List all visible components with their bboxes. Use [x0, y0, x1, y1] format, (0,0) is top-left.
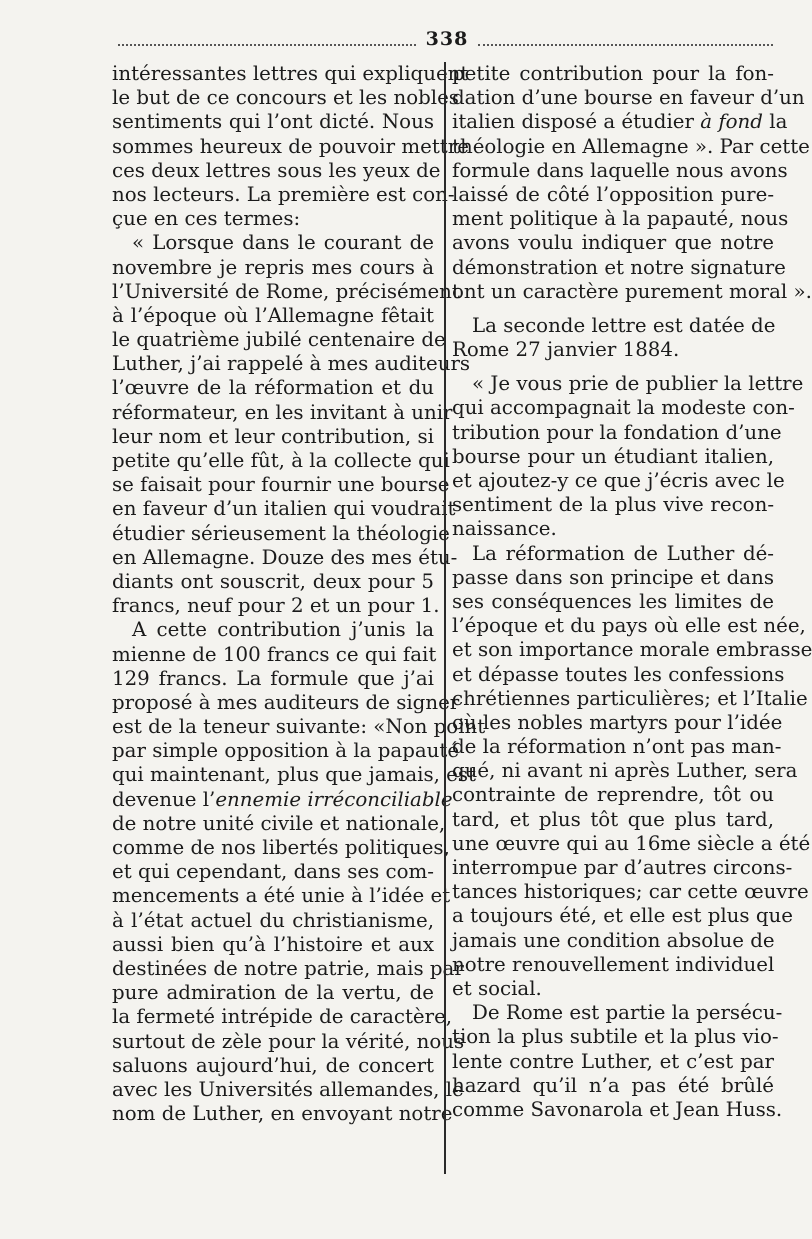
text-line [112, 933, 434, 957]
line-text: à l’époque où l’Allemagne fêtait [112, 303, 434, 327]
text-line [112, 981, 434, 1005]
line-text: notre renouvellement individuel [452, 952, 775, 976]
line-text: sommes heureux de pouvoir mettre [112, 134, 469, 158]
line-text: le but de ce concours et les nobles [112, 86, 459, 110]
line-text: comme Savonarola et Jean Huss. [452, 1097, 783, 1121]
line-text: l’époque et du pays où elle est née, [452, 614, 806, 638]
line-text: tard, et plus tôt que plus tard, [452, 807, 774, 831]
text-line [452, 62, 774, 86]
text-line [452, 735, 782, 759]
line-text: pure admiration de la vertu, de [112, 981, 434, 1005]
line-text: le quatrième jubilé centenaire de [112, 328, 446, 352]
text-line [452, 517, 774, 541]
left-column [112, 62, 486, 1126]
line-text: Luther, j’ai rappelé à mes auditeurs [112, 352, 471, 376]
page-number: 338 [425, 28, 469, 50]
line-text: surtout de zèle pour la vérité, nous [112, 1029, 465, 1053]
line-text: et son importance morale embrasse [452, 638, 812, 662]
line-text: De Rome est partie la persécu- [472, 1001, 783, 1025]
line-text: « Lorsque dans le courant de [132, 231, 434, 255]
text-line [452, 904, 793, 928]
line-text: théologie en Allemagne ». Par cette [452, 134, 810, 158]
text-line [112, 667, 434, 691]
line-text: ses conséquences les limites de [452, 589, 774, 613]
text-line [452, 808, 774, 832]
text-line [452, 279, 812, 304]
line-text: a toujours été, et elle est plus que [452, 904, 793, 928]
line-text: çue en ces termes: [112, 207, 301, 231]
text-line [112, 400, 453, 425]
page-header [118, 28, 773, 56]
line-text: sentiment de la plus vive recon- [452, 493, 774, 517]
line-text: la fermeté intrépide de caractère, [112, 1005, 453, 1029]
text-line [112, 570, 434, 594]
text-line [112, 787, 453, 812]
line-text: est de la teneur suivante: «Non point [112, 715, 486, 739]
text-line [112, 497, 456, 521]
text-line [112, 763, 476, 787]
line-text: mencements a été unie à l’idée et [112, 884, 451, 908]
text-line [112, 449, 450, 473]
text-line [452, 445, 774, 469]
text-line [452, 420, 782, 445]
line-text: dation d’une bourse en faveur d’un [452, 86, 805, 110]
line-text: tion la plus subtile et la plus vio- [452, 1025, 779, 1049]
line-text: de la réformation n’ont pas man- [452, 735, 782, 759]
line-text: « Je vous prie de publier la lettre [472, 372, 804, 396]
line-text: proposé à mes auditeurs de signer [112, 690, 460, 714]
line-text: leur nom et leur contribution, si [112, 424, 434, 448]
line-text: nom de Luther, en envoyant notre [112, 1102, 453, 1126]
line-text: qui accompagnait la modeste con- [452, 396, 795, 420]
text-line [112, 473, 450, 497]
line-text: tribution pour la fondation d’une [452, 420, 782, 444]
text-line [452, 929, 774, 953]
text-line [112, 642, 437, 667]
right-column [452, 62, 812, 1122]
text-line [452, 590, 774, 614]
text-line [112, 158, 441, 183]
line-text-after: la [762, 110, 788, 134]
paragraph-gap [452, 304, 774, 314]
text-line [452, 469, 785, 493]
text-line [452, 493, 774, 517]
line-text: de notre unité civile et nationale, [112, 811, 446, 835]
text-line [452, 1074, 774, 1098]
text-line [452, 710, 783, 735]
line-text: démonstration et notre signature [452, 255, 786, 279]
line-text: intéressantes lettres qui expliquent [112, 62, 469, 85]
text-line [112, 594, 440, 618]
line-text: qui maintenant, plus que jamais, est [112, 763, 476, 787]
text-line [452, 1097, 783, 1122]
text-line [452, 255, 786, 280]
text-line [112, 376, 434, 400]
text-line [112, 328, 446, 352]
line-text: une œuvre qui au 16me siècle a été [452, 831, 811, 855]
line-text: ont un caractère purement moral ». [452, 279, 812, 303]
line-text: Rome 27 janvier 1884. [452, 338, 680, 362]
line-text: interrompue par d’autres circons- [452, 856, 793, 879]
italic-text: ennemie irréconciliable [215, 787, 453, 811]
text-line [452, 134, 810, 159]
text-line [452, 314, 774, 338]
line-text: se faisait pour fournir une bourse [112, 473, 450, 497]
line-text: étudier sérieusement la théologie [112, 521, 450, 545]
line-text: A cette contribution j’unis la [132, 618, 434, 642]
line-text: et dépasse toutes les confessions [452, 662, 785, 686]
line-text: qué, ni avant ni après Luther, sera [452, 759, 798, 783]
line-text: aussi bien qu’à l’histoire et aux [112, 932, 434, 956]
line-text: petite qu’elle fût, à la collecte qui [112, 449, 450, 472]
text-line [112, 110, 434, 134]
line-text: naissance. [452, 517, 557, 541]
text-line [112, 256, 434, 280]
text-line [112, 279, 460, 304]
line-text: hazard qu’il n’a pas été brûlé [452, 1073, 774, 1097]
text-line [452, 1025, 779, 1049]
paragraph-gap [452, 362, 774, 372]
text-line [452, 831, 811, 856]
text-line [452, 183, 774, 207]
text-line [452, 638, 812, 662]
text-line [452, 338, 774, 362]
line-text: à l’état actuel du christianisme, [112, 908, 434, 932]
line-text: La seconde lettre est datée de [472, 313, 776, 337]
text-line [112, 182, 455, 207]
text-line [452, 86, 805, 110]
text-line [112, 207, 434, 231]
line-text: petite contribution pour la fon- [452, 62, 774, 85]
text-line [452, 759, 798, 783]
text-line [112, 860, 434, 884]
text-line [452, 110, 788, 134]
line-text: sentiments qui l’ont dicté. Nous [112, 110, 434, 134]
text-line [112, 86, 459, 110]
text-line [452, 977, 774, 1001]
text-line [112, 1102, 453, 1126]
text-line [452, 231, 774, 255]
text-line [112, 134, 469, 159]
text-line [452, 396, 795, 420]
text-line [452, 542, 774, 566]
line-text: et ajoutez-y ce que j’écris avec le [452, 469, 785, 492]
text-line [452, 1050, 774, 1074]
text-line [452, 566, 774, 590]
line-text: contrainte de reprendre, tôt ou [452, 783, 774, 807]
text-line [452, 207, 789, 231]
column-divider [444, 62, 446, 1174]
line-text: par simple opposition à la papauté [112, 739, 460, 763]
header-rule-right [478, 44, 773, 46]
line-text: l’œuvre de la réformation et du [112, 376, 434, 400]
text-line [112, 1029, 465, 1054]
header-rule-left [118, 44, 416, 46]
line-text: avec les Universités allemandes, le [112, 1077, 464, 1101]
text-line [452, 372, 804, 396]
line-text: passe dans son principe et dans [452, 565, 774, 589]
text-line [112, 231, 434, 255]
text-line [452, 158, 788, 183]
text-line [112, 811, 446, 836]
text-line [452, 783, 774, 807]
text-line [112, 836, 450, 860]
line-text: réformateur, en les invitant à unir [112, 400, 453, 424]
text-line [112, 1054, 434, 1078]
text-line [452, 686, 808, 711]
text-line [112, 425, 434, 449]
text-line [452, 880, 809, 904]
line-text: bourse pour un étudiant italien, [452, 444, 774, 468]
line-text: diants ont souscrit, deux pour 5 [112, 569, 434, 593]
line-text: ces deux lettres sous les yeux de [112, 158, 441, 182]
text-line [112, 352, 471, 376]
line-text: avons voulu indiquer que notre [452, 231, 774, 255]
line-text: italien disposé a étudier [452, 110, 701, 134]
text-line [112, 545, 458, 570]
text-line [112, 1077, 464, 1102]
line-text: mienne de 100 francs ce qui fait [112, 642, 437, 666]
text-line [112, 62, 469, 86]
text-line [452, 856, 793, 880]
text-line [452, 953, 774, 977]
line-text: francs, neuf pour 2 et un pour 1. [112, 594, 440, 618]
line-text: novembre je repris mes cours à [112, 255, 434, 279]
text-line [112, 1005, 453, 1029]
line-text: l’Université de Rome, précisément [112, 279, 460, 303]
text-line [112, 618, 434, 642]
text-line [112, 304, 434, 328]
line-text: laissé de côté l’opposition pure- [452, 182, 774, 206]
text-line [112, 909, 434, 933]
line-text: où les nobles martyrs pour l’idée [452, 710, 783, 734]
line-text: et qui cependant, dans ses com- [112, 860, 434, 884]
text-line [452, 1001, 783, 1025]
text-line [452, 614, 806, 638]
italic-text: à fond [700, 110, 763, 134]
line-text: formule dans laquelle nous avons [452, 158, 788, 182]
text-line [112, 956, 464, 981]
text-line [452, 662, 785, 687]
line-text: jamais une condition absolue de [452, 928, 775, 952]
line-text: devenue l’ [112, 787, 216, 811]
line-text: nos lecteurs. La première est con- [112, 182, 455, 206]
text-line [112, 884, 451, 908]
text-line [112, 715, 486, 739]
text-line [112, 521, 450, 546]
line-text: La réformation de Luther dé- [472, 541, 774, 565]
text-line [112, 690, 460, 715]
text-line [112, 739, 460, 763]
line-text: chrétiennes particulières; et l’Italie [452, 686, 808, 710]
line-text: lente contre Luther, et c’est par [452, 1049, 774, 1073]
line-text: comme de nos libertés politiques, [112, 836, 450, 859]
line-text: ment politique à la papauté, nous [452, 207, 789, 231]
line-text: tances historiques; car cette œuvre [452, 880, 809, 904]
line-text: destinées de notre patrie, mais par [112, 956, 464, 980]
line-text: et social. [452, 976, 542, 1000]
line-text: saluons aujourd’hui, de concert [112, 1053, 434, 1077]
line-text: en Allemagne. Douze des mes étu- [112, 545, 458, 569]
line-text: en faveur d’un italien qui voudrait [112, 497, 456, 521]
line-text: 129 francs. La formule que j’ai [112, 666, 434, 690]
